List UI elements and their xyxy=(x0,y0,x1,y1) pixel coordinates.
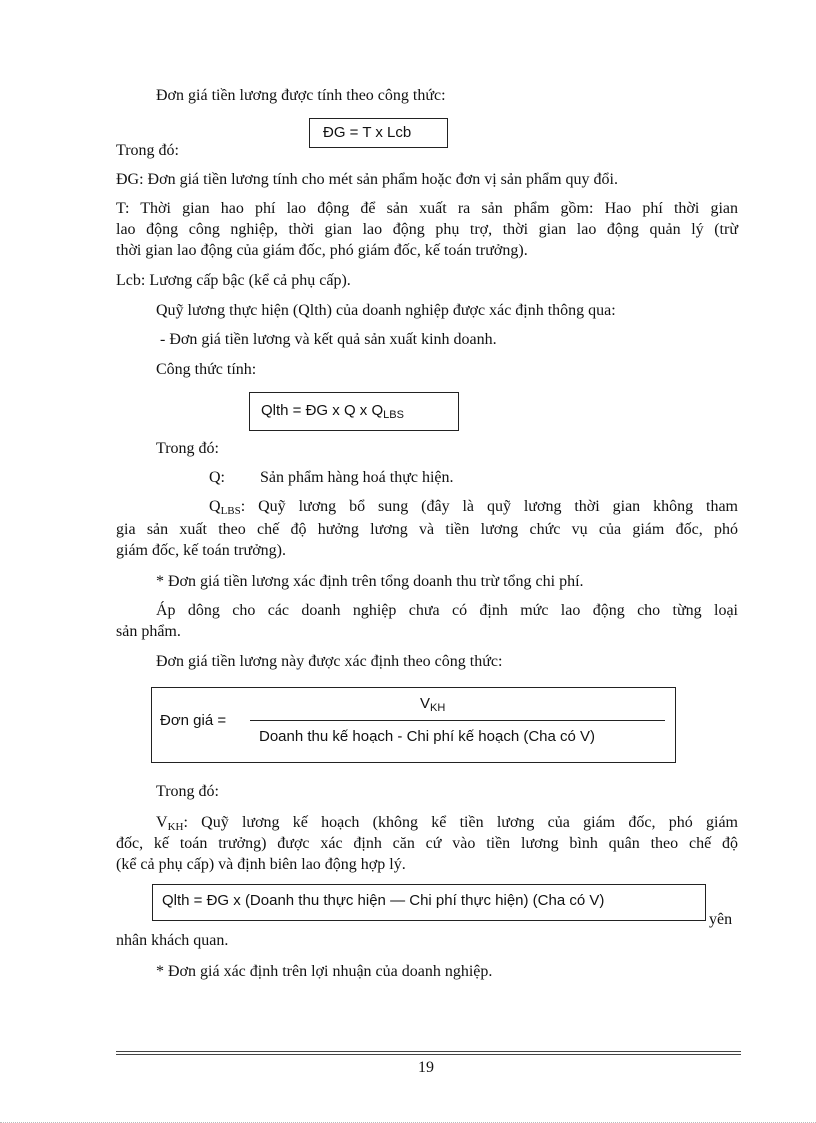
formula-qlth-text: Qlth = ĐG x Q x $Q_{LBS}$ xyxy=(261,402,404,421)
trong-do-heading: Trong đó: xyxy=(156,783,219,800)
definition-dg: ĐG: Đơn giá tiền lương tính cho mét sản phẩm hoặc đơn vị sản phẩm quy đổi. xyxy=(116,171,618,188)
definition-vkh-line-2: đốc, kế toán trưởng) được xác định căn cứ vào tiền lương bình quân theo chế độ xyxy=(116,835,738,852)
formula-box-qlth xyxy=(249,392,459,431)
formula-box-don-gia xyxy=(151,687,676,763)
formula-dg-text: ĐG = T x Lcb xyxy=(323,124,412,141)
page-number: 19 xyxy=(418,1059,434,1076)
star-item-2: * Đơn giá xác định trên lợi nhuận của doanh nghiệp. xyxy=(156,963,493,980)
trong-do-heading: Trong đó: xyxy=(116,142,179,159)
definition-q-label: Q: xyxy=(209,469,225,486)
definition-t-line-2: lao động công nghiệp, thời gian lao động phụ trợ, thời gian lao động quản lý (trừ xyxy=(116,221,738,238)
star-item-1: * Đơn giá tiền lương xác định trên tổng doanh thu trừ tổng chi phí. xyxy=(156,573,584,590)
cong-thuc-tinh: Công thức tính: xyxy=(156,361,257,378)
formula-don-gia-label: Đơn giá = xyxy=(160,712,227,729)
don-gia-intro: Đơn giá tiền lương này được xác định theo công thức: xyxy=(156,653,503,670)
definition-qlbs-line-2: gia sản xuất theo chế độ hưởng lương và tiền lương chức vụ của giám đốc, phó xyxy=(116,521,738,538)
definition-lcb: Lcb: Lương cấp bậc (kể cả phụ cấp). xyxy=(116,272,351,289)
ap-dung-line-1: Áp dông cho các doanh nghiệp chưa có định mức lao động cho từng loại xyxy=(156,602,738,619)
formula-qlth-actual-text: Qlth = ĐG x (Doanh thu thực hiện — Chi phí thực hiện) (Cha có V) xyxy=(162,892,605,909)
formula-box-dg xyxy=(309,118,448,148)
intro-paragraph: Đơn giá tiền lương được tính theo công thức: xyxy=(156,87,446,104)
definition-vkh-line-3: (kể cả phụ cấp) và định biên lao động hợp lý. xyxy=(116,856,406,873)
formula-denominator: Doanh thu kế hoạch - Chi phí kế hoạch (Cha có V) xyxy=(259,728,596,745)
trong-do-heading: Trong đó: xyxy=(156,440,219,457)
qlth-intro: Quỹ lương thực hiện (Qlth) của doanh nghiệp được xác định thông qua: xyxy=(156,302,616,319)
formula-box-qlth-actual xyxy=(152,884,706,921)
footer-rule-bottom xyxy=(116,1054,741,1055)
dash-item: - Đơn giá tiền lương và kết quả sản xuất kinh doanh. xyxy=(160,331,497,348)
nhan-khach-quan: nhân khách quan. xyxy=(116,932,229,949)
definition-qlbs-line-1: $Q_{LBS}$: Quỹ lương bổ sung (đây là quỹ lương thời gian không tham xyxy=(209,498,738,517)
formula-numerator: $V_{KH}$ xyxy=(420,695,446,714)
definition-q-text: Sản phẩm hàng hoá thực hiện. xyxy=(260,469,454,486)
definition-t-line-3: thời gian lao động của giám đốc, phó giám đốc, kế toán trưởng). xyxy=(116,242,528,259)
definition-qlbs-line-3: giám đốc, kế toán trưởng). xyxy=(116,542,286,559)
obscured-text-tail: yên xyxy=(709,911,733,928)
footer-rule-top xyxy=(116,1051,741,1052)
definition-t-line-1: T: Thời gian hao phí lao động để sản xuất ra sản phẩm gồm: Hao phí thời gian xyxy=(116,200,738,217)
definition-vkh-line-1: $V_{KH}$: Quỹ lương kế hoạch (không kể tiền lương của giám đốc, phó giám xyxy=(156,814,738,833)
ap-dung-line-2: sản phẩm. xyxy=(116,623,181,640)
fraction-bar xyxy=(250,720,665,721)
